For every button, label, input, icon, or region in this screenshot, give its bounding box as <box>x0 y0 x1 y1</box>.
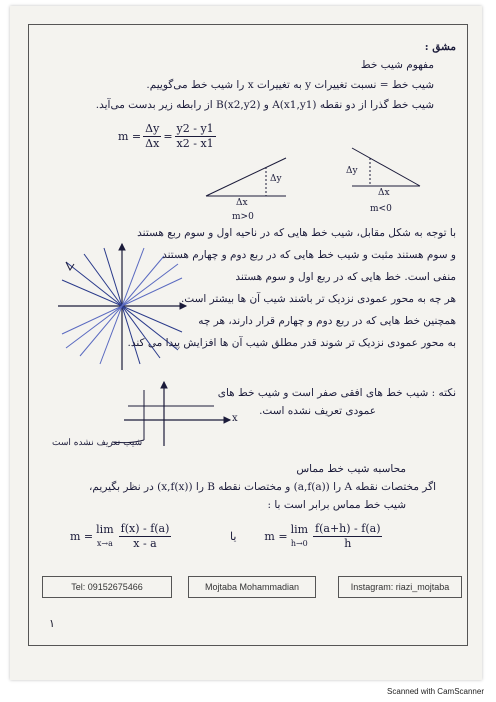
explanation-line-4: هر چه به محور عمودی نزدیک تر باشند شیب آن ها بیشتر است. <box>180 293 456 305</box>
definition-line-2: شیب خط گذرا از دو نقطه A(x1,y1) و B(x2,y2) از رابطه زیر بدست می‌آید. <box>95 99 434 111</box>
footer-instagram: Instagram: riazi_mojtaba <box>338 576 462 598</box>
limit-formula-2 <box>230 522 384 551</box>
footer-name: Mojtaba Mohammadian <box>188 576 316 598</box>
definition-line-1: شیب خط = نسبت تغییرات y به تغییرات x را شیب خط می‌گوییم. <box>146 79 434 91</box>
limit1-num: f(x) - f(a) <box>120 522 170 535</box>
note-caption: شیب تعریف نشده است <box>52 438 143 448</box>
right-caption: m<0 <box>370 204 392 214</box>
tangent-line-2: شیب خط مماس برابر است با : <box>267 499 406 511</box>
explanation-line-5: همچنین خط هایی که در ربع دوم و چهارم قرار دارند، هر چه <box>198 315 456 327</box>
section-title: مفهوم شیب خط <box>360 59 434 71</box>
limit1-lim: lim <box>96 522 114 536</box>
right-dx-label: Δx <box>378 188 390 198</box>
frac2-den: x2 - x1 <box>176 137 214 150</box>
limit2-sub: h→0 <box>290 538 308 548</box>
limit2-num: f(a+h) - f(a) <box>315 522 381 535</box>
frac1-num: Δy <box>145 122 160 135</box>
negative-slope-triangle <box>352 148 420 186</box>
left-dy-label: Δy <box>270 174 282 184</box>
frac1-den: Δx <box>145 137 160 150</box>
explanation-line-6: به محور عمودی نزدیک تر شوند قدر مطلق شیب آن ها افزایش پیدا می کند. <box>127 337 456 349</box>
tangent-title: محاسبه شیب خط مماس <box>296 463 406 475</box>
limit1-sub: x→a <box>96 538 113 548</box>
explanation-line-1: با توجه به شکل مقابل، شیب خط هایی که در ناحیه اول و سوم ربع هستند <box>137 227 456 239</box>
limit-formula-1 <box>70 522 173 551</box>
left-dx-label: Δx <box>236 198 248 208</box>
scanner-watermark: Scanned with CamScanner <box>387 687 484 696</box>
lines-through-origin-figure <box>58 244 186 370</box>
explanation-line-2: و سوم هستند مثبت و شیب خط هایی که در ربع دوم و چهارم هستند <box>162 249 456 261</box>
footer-tel: Tel: 09152675466 <box>42 576 172 598</box>
slope-eq: = <box>163 129 173 143</box>
page-number: ۱ <box>49 617 55 630</box>
slope-lhs: m = <box>118 129 142 143</box>
limit1-m: m = <box>70 529 94 543</box>
slope-formula <box>118 122 218 151</box>
tangent-line-1: اگر مختصات نقطه A را (a,f(a)) و مختصات نقطه B را (x,f(x)) در نظر بگیریم، <box>89 481 436 493</box>
explanation-line-3: منفی است. خط هایی که در ربع اول و سوم هستند <box>235 271 456 283</box>
limit2-lim: lim <box>290 522 309 536</box>
frac2-num: y2 - y1 <box>176 122 214 135</box>
note-line-2: عمودی تعریف نشده است. <box>259 405 376 417</box>
right-dy-label: Δy <box>346 166 358 176</box>
limit2-sep: یا <box>230 529 237 543</box>
note-line-1: نکته : شیب خط های افقی صفر است و شیب خط های <box>217 387 456 399</box>
header-label: مشق : <box>424 41 456 53</box>
limit1-den: x - a <box>133 537 157 550</box>
note-axis-label: x <box>232 413 238 424</box>
limit2-m: m = <box>264 529 288 543</box>
left-caption: m>0 <box>232 212 254 222</box>
limit2-den: h <box>344 537 352 550</box>
